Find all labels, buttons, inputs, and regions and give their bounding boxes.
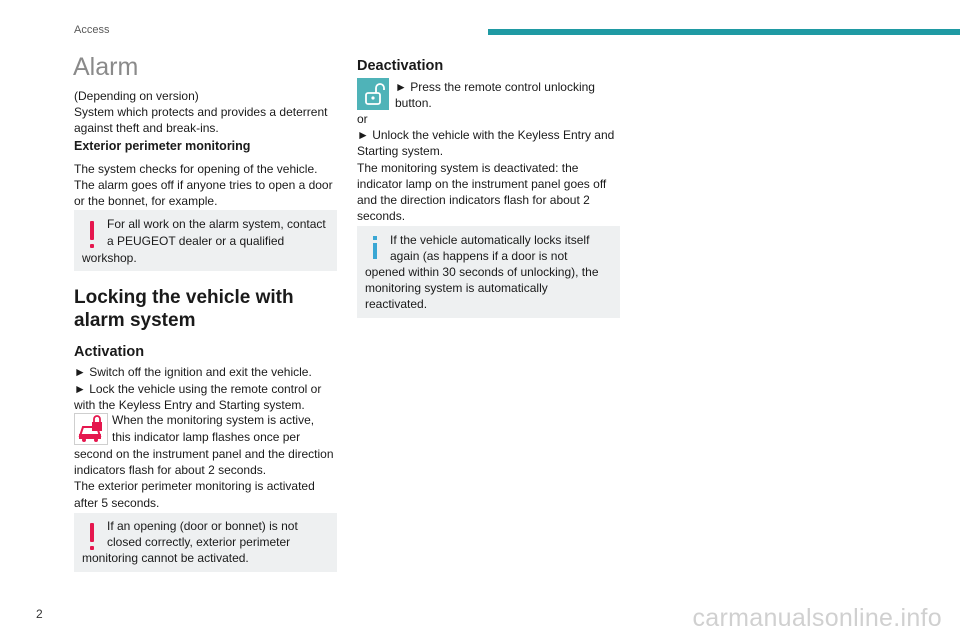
warning-icon	[90, 523, 94, 542]
activation-text-3: second on the instrument panel and the direction	[74, 447, 334, 461]
info-icon	[373, 236, 377, 240]
exterior-monitoring-heading: Exterior perimeter monitoring	[74, 139, 251, 153]
locking-heading-line-1: Locking the vehicle with	[74, 287, 294, 308]
section-label: Access	[74, 24, 110, 36]
exterior-text-3: or the bonnet, for example.	[74, 194, 218, 208]
intro-line-2: System which protects and provides a deterrent	[74, 105, 328, 119]
deactivation-step-1b: button.	[395, 96, 432, 110]
intro-line-3: against theft and break-ins.	[74, 121, 219, 135]
deactivation-step-2b: Starting system.	[357, 144, 444, 158]
deactivation-or: or	[357, 112, 368, 126]
page-title: Alarm	[73, 53, 139, 81]
alarm-lock-indicator-glyph	[75, 414, 107, 444]
activation-heading: Activation	[74, 344, 145, 360]
watermark: carmanualsonline.info	[692, 604, 942, 632]
deactivation-step-2: ► Unlock the vehicle with the Keyless Entry and	[357, 128, 615, 142]
info-line-4: monitoring system is automatically	[365, 281, 548, 295]
warning-1-line-1: For all work on the alarm system, contact	[107, 217, 326, 231]
locking-heading-line-2: alarm system	[74, 310, 196, 331]
info-line-5: reactivated.	[365, 297, 428, 311]
warning-2-line-2: closed correctly, exterior perimeter	[107, 535, 291, 549]
info-line-2: again (as happens if a door is not	[390, 249, 568, 263]
deactivation-text-4: seconds.	[357, 209, 406, 223]
deactivation-text-2: indicator lamp on the instrument panel goes off	[357, 177, 607, 191]
info-note	[357, 226, 620, 318]
warning-note-1	[74, 210, 337, 271]
warning-icon	[90, 221, 94, 240]
exterior-text-1: The system checks for opening of the vehicle.	[74, 162, 318, 176]
warning-2-line-1: If an opening (door or bonnet) is not	[107, 519, 298, 533]
unlock-glyph	[357, 78, 389, 110]
exterior-text-2: The alarm goes off if anyone tries to open a door	[74, 178, 333, 192]
activation-step-1: ► Switch off the ignition and exit the vehicle.	[74, 365, 312, 379]
activation-text-5: The exterior perimeter monitoring is activated	[74, 479, 315, 493]
intro-line-1: (Depending on version)	[74, 89, 199, 103]
warning-1-line-3: workshop.	[82, 251, 137, 265]
warning-icon-dot	[90, 244, 94, 248]
activation-text-1: When the monitoring system is active,	[112, 413, 315, 427]
info-icon-bar	[373, 243, 377, 259]
page-number: 2	[36, 607, 43, 621]
deactivation-text-3: and the direction indicators flash for about 2	[357, 193, 590, 207]
activation-text-6: after 5 seconds.	[74, 496, 160, 510]
deactivation-step-1: ► Press the remote control unlocking	[395, 80, 595, 94]
deactivation-heading: Deactivation	[357, 58, 444, 74]
alarm-lock-indicator-icon	[74, 413, 108, 445]
activation-step-2b: with the Keyless Entry and Starting system.	[74, 398, 305, 412]
warning-2-line-3: monitoring cannot be activated.	[82, 551, 249, 565]
activation-text-2: this indicator lamp flashes once per	[112, 430, 301, 444]
unlock-button-icon	[357, 78, 389, 110]
info-line-3: opened within 30 seconds of unlocking), the	[365, 265, 599, 279]
header-accent-bar	[488, 29, 960, 35]
warning-1-line-2: a PEUGEOT dealer or a qualified	[107, 234, 285, 248]
warning-note-2	[74, 513, 337, 572]
activation-text-4: indicators flash for about 2 seconds.	[74, 463, 267, 477]
info-line-1: If the vehicle automatically locks itself	[390, 233, 590, 247]
deactivation-text-1: The monitoring system is deactivated: the	[357, 161, 579, 175]
activation-step-2: ► Lock the vehicle using the remote control or	[74, 382, 322, 396]
